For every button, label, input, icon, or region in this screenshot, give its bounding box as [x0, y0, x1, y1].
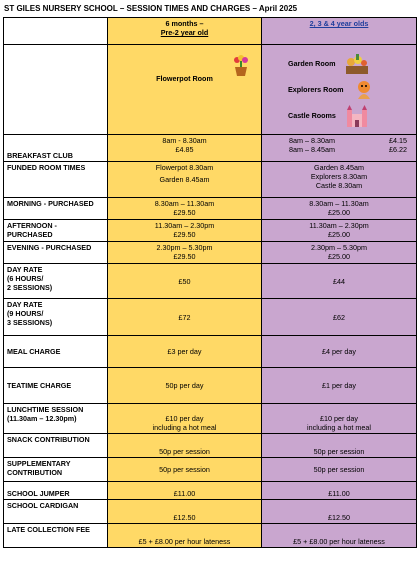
breakfast-col2-price1: £4.15: [389, 136, 407, 145]
dayrate9-label-line1: DAY RATE: [7, 300, 43, 309]
col1-room-cell: [108, 45, 262, 135]
explorers-room-label: Explorers Room: [288, 85, 344, 94]
funded-col2: [262, 162, 417, 198]
evening-col2-time: 2.30pm – 5.30pm: [311, 243, 367, 252]
funded-col2-line1: Garden 8.45am: [314, 163, 364, 172]
breakfast-col1: [108, 135, 262, 162]
breakfast-col2-time2: 8am – 8.45am: [289, 145, 335, 154]
jumper-col1: £11.00: [108, 482, 262, 500]
lunchtime-label: [4, 404, 108, 434]
evening-col2-price: £25.00: [328, 252, 350, 261]
evening-col1-time: 2.30pm – 5.30pm: [156, 243, 213, 252]
castle-rooms-label: Castle Rooms: [288, 111, 336, 120]
latefee-col2: £5 + £8.00 per hour lateness: [262, 524, 417, 548]
dayrate9-col1: £72: [108, 299, 262, 336]
breakfast-label: BREAKFAST CLUB: [4, 135, 108, 162]
supplementary-col1: 50p per session: [108, 458, 262, 482]
snack-row: [4, 434, 417, 458]
evening-label: EVENING - PURCHASED: [4, 242, 108, 264]
afternoon-col1: [108, 220, 262, 242]
funded-row: [4, 162, 417, 198]
header-empty-cell: [4, 18, 108, 45]
meal-col2: £4 per day: [262, 336, 417, 368]
dayrate9-label-line3: 3 SESSIONS): [7, 318, 53, 327]
cardigan-row: [4, 500, 417, 524]
latefee-label: LATE COLLECTION FEE: [4, 524, 108, 548]
dayrate9-label: [4, 299, 108, 336]
breakfast-col1-price: £4.85: [175, 145, 194, 154]
jumper-label: SCHOOL JUMPER: [4, 482, 108, 500]
teatime-col2: £1 per day: [262, 368, 417, 404]
funded-label: FUNDED ROOM TIMES: [4, 162, 108, 198]
col1-header: [108, 18, 262, 45]
col2-room-cell: [262, 45, 417, 135]
snack-col2: 50p per session: [262, 434, 417, 458]
jumper-col2: £11.00: [262, 482, 417, 500]
lunchtime-col1-price: £10 per day: [165, 414, 204, 423]
evening-row: [4, 242, 417, 264]
breakfast-col2-time1: 8am – 8.30am: [289, 136, 335, 145]
rooms-row: [4, 45, 417, 135]
morning-label: MORNING - PURCHASED: [4, 198, 108, 220]
morning-col2-price: £25.00: [328, 208, 350, 217]
cardigan-col1: £12.50: [108, 500, 262, 524]
dayrate6-label-line1: DAY RATE: [7, 265, 43, 274]
funded-col2-line2: Explorers 8.30am: [310, 172, 368, 181]
afternoon-col1-time: 11.30am – 2.30pm: [154, 221, 215, 230]
col1-header-line1: 6 months –: [165, 19, 204, 28]
morning-col1-time: 8.30am – 11.30am: [154, 199, 215, 208]
morning-col1-price: £29.50: [173, 208, 196, 217]
breakfast-row: [4, 135, 417, 162]
col1-header-line2: Pre-2 year old: [160, 28, 209, 37]
dayrate6-row: [4, 264, 417, 299]
evening-col1-price: £29.50: [173, 252, 196, 261]
afternoon-row: [4, 220, 417, 242]
dayrate9-col2: £62: [262, 299, 417, 336]
charges-table: [3, 17, 417, 548]
evening-col1: [108, 242, 262, 264]
teatime-label: TEATIME CHARGE: [4, 368, 108, 404]
breakfast-col2-price2: £6.22: [389, 145, 407, 154]
supplementary-label-line1: SUPPLEMENTARY: [7, 459, 71, 468]
supplementary-col2: 50p per session: [262, 458, 417, 482]
teatime-row: [4, 368, 417, 404]
garden-icon: [344, 52, 370, 76]
afternoon-label: AFTERNOON - PURCHASED: [4, 220, 108, 242]
header-row: [4, 18, 417, 45]
dayrate6-label-line3: 2 SESSIONS): [7, 283, 53, 292]
lunchtime-col1-note: including a hot meal: [152, 423, 217, 432]
morning-col1: [108, 198, 262, 220]
morning-col2-time: 8.30am – 11.30am: [309, 199, 369, 208]
funded-col1-line1: Flowerpot 8.30am: [155, 163, 214, 172]
col2-header-text: 2, 3 & 4 year olds: [309, 19, 369, 28]
dayrate6-label-line2: (6 HOURS/: [7, 274, 44, 283]
funded-col1-line2: Garden 8.45am: [159, 175, 210, 184]
latefee-col1: £5 + £8.00 per hour lateness: [108, 524, 262, 548]
jumper-row: [4, 482, 417, 500]
snack-label: SNACK CONTRIBUTION: [4, 434, 108, 458]
latefee-row: [4, 524, 417, 548]
funded-col1: [108, 162, 262, 198]
lunchtime-row: [4, 404, 417, 434]
meal-col1: £3 per day: [108, 336, 262, 368]
lunchtime-label-line1: LUNCHTIME SESSION: [7, 405, 84, 414]
lunchtime-col2: [262, 404, 417, 434]
evening-col2: [262, 242, 417, 264]
lunchtime-label-line2: (11.30am – 12.30pm): [7, 414, 77, 423]
rooms-label-cell: [4, 45, 108, 135]
dayrate6-label: [4, 264, 108, 299]
breakfast-col1-time: 8am - 8.30am: [162, 136, 207, 145]
cardigan-label: SCHOOL CARDIGAN: [4, 500, 108, 524]
lunchtime-col2-note: including a hot meal: [307, 423, 371, 432]
flowerpot-room-label: Flowerpot Room: [156, 74, 213, 83]
lunchtime-col1: [108, 404, 262, 434]
dayrate6-col2: £44: [262, 264, 417, 299]
morning-row: [4, 198, 417, 220]
meal-row: [4, 336, 417, 368]
lunchtime-col2-price: £10 per day: [320, 414, 358, 423]
supplementary-label: [4, 458, 108, 482]
dayrate9-label-line2: (9 HOURS/: [7, 309, 44, 318]
breakfast-col2: [262, 135, 417, 162]
afternoon-col2: [262, 220, 417, 242]
supplementary-row: [4, 458, 417, 482]
funded-col2-line3: Castle 8.30am: [315, 181, 363, 190]
afternoon-col2-time: 11.30am – 2.30pm: [309, 221, 369, 230]
flowerpot-icon: [232, 55, 250, 77]
afternoon-col1-price: £29.50: [173, 230, 196, 239]
morning-col2: [262, 198, 417, 220]
cardigan-col2: £12.50: [262, 500, 417, 524]
page-title: ST GILES NURSERY SCHOOL – SESSION TIMES AND CHARGES – April 2025: [4, 4, 298, 13]
snack-col1: 50p per session: [108, 434, 262, 458]
castle-icon: [346, 104, 368, 128]
explorers-icon: [354, 79, 374, 101]
col2-header: [262, 18, 417, 45]
afternoon-col2-price: £25.00: [328, 230, 350, 239]
meal-label: MEAL CHARGE: [4, 336, 108, 368]
dayrate6-col1: £50: [108, 264, 262, 299]
garden-room-label: Garden Room: [288, 59, 336, 68]
supplementary-label-line2: CONTRIBUTION: [7, 468, 63, 477]
dayrate9-row: [4, 299, 417, 336]
teatime-col1: 50p per day: [108, 368, 262, 404]
